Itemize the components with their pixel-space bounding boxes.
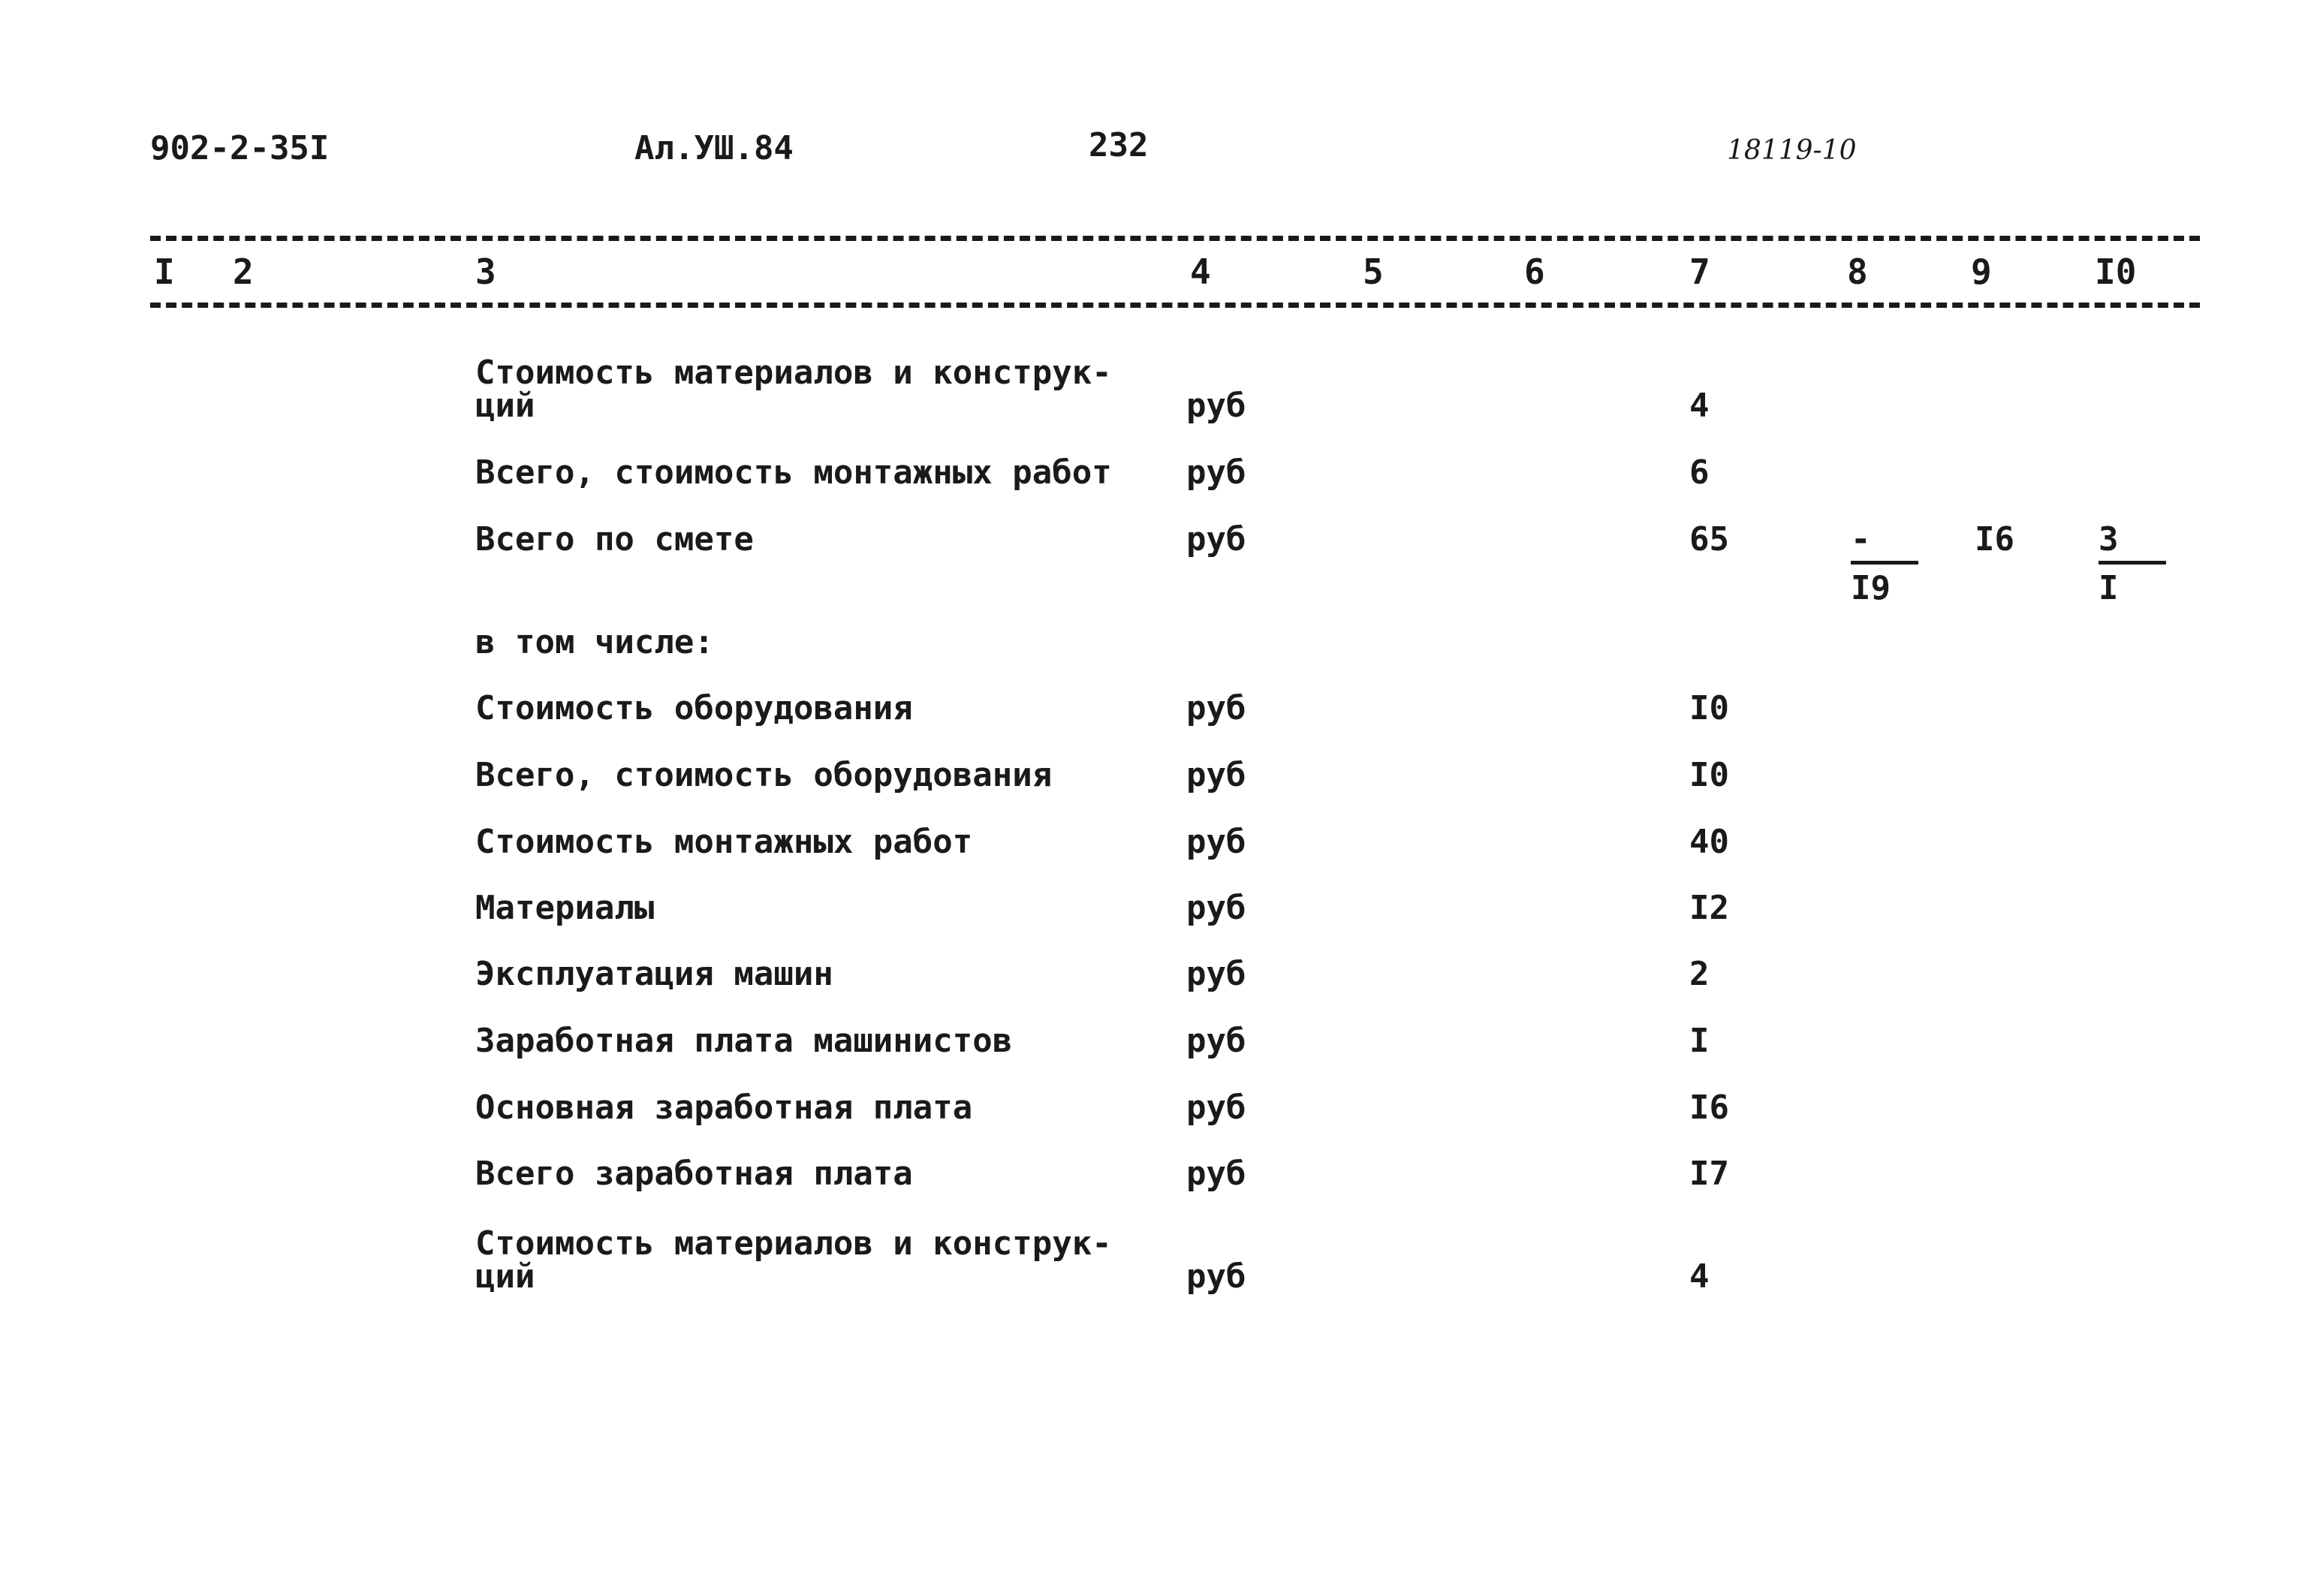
row-name: Основная заработная плата <box>475 1089 973 1127</box>
fraction-numerator: - <box>1851 520 1871 559</box>
fraction-denominator: I <box>2099 569 2119 607</box>
page-number: 232 <box>1089 126 1149 164</box>
row-name: Стоимость оборудования <box>475 689 913 727</box>
column-number: 8 <box>1847 251 1868 292</box>
row-value: I2 <box>1689 889 1729 927</box>
row-unit: руб <box>1186 387 1246 425</box>
section-label: в том числе: <box>475 623 714 661</box>
fraction-denominator: I9 <box>1851 569 1891 607</box>
column-number: 2 <box>233 251 254 292</box>
row-name: Стоимость материалов и конструк- ций <box>475 354 1112 425</box>
row-value: I6 <box>1975 520 2014 559</box>
row-value: 2 <box>1689 955 1710 993</box>
table-header-top-rule <box>150 236 2200 241</box>
row-name: Всего заработная плата <box>475 1155 913 1193</box>
row-value: I6 <box>1689 1089 1729 1127</box>
row-value: 65 <box>1689 520 1729 559</box>
fraction-bar <box>1851 561 1918 565</box>
row-value: I7 <box>1689 1155 1729 1193</box>
row-name: Материалы <box>475 889 655 927</box>
row-name: Всего, стоимость монтажных работ <box>475 453 1112 492</box>
row-unit: руб <box>1186 520 1246 559</box>
row-name: Всего по смете <box>475 520 754 559</box>
row-value: I <box>1689 1022 1710 1060</box>
column-number: 3 <box>475 251 496 292</box>
row-value: 40 <box>1689 823 1729 861</box>
row-unit: руб <box>1186 1089 1246 1127</box>
column-number: 9 <box>1971 251 1992 292</box>
row-name: Всего, стоимость оборудования <box>475 756 1053 794</box>
column-number: 7 <box>1689 251 1710 292</box>
row-unit: руб <box>1186 955 1246 993</box>
row-name: Стоимость монтажных работ <box>475 823 973 861</box>
album-number: Ал.УШ.84 <box>634 129 794 167</box>
column-10-fraction <box>2099 520 2166 607</box>
column-8-fraction <box>1851 520 1918 607</box>
row-unit: руб <box>1186 1022 1246 1060</box>
inventory-stamp: 18119-10 <box>1727 135 1857 166</box>
row-value: I0 <box>1689 756 1729 794</box>
row-unit: руб <box>1186 823 1246 861</box>
row-unit: руб <box>1186 889 1246 927</box>
table-header-bottom-rule <box>150 303 2200 308</box>
row-unit: руб <box>1186 756 1246 794</box>
column-number: I0 <box>2095 251 2137 292</box>
column-number: 5 <box>1363 251 1384 292</box>
row-unit: руб <box>1186 689 1246 727</box>
fraction-bar <box>2099 561 2166 565</box>
row-unit: руб <box>1186 453 1246 492</box>
document-number: 902-2-35I <box>150 129 330 167</box>
row-unit: руб <box>1186 1155 1246 1193</box>
row-name: Эксплуатация машин <box>475 955 833 993</box>
row-value: I0 <box>1689 689 1729 727</box>
fraction-numerator: 3 <box>2099 520 2119 559</box>
row-value: 6 <box>1689 453 1710 492</box>
row-unit: руб <box>1186 1257 1246 1296</box>
column-number: 6 <box>1524 251 1545 292</box>
column-number: I <box>154 251 175 292</box>
row-name: Стоимость материалов и конструк- ций <box>475 1224 1112 1296</box>
row-name: Заработная плата машинистов <box>475 1022 1013 1060</box>
row-value: 4 <box>1689 1257 1710 1296</box>
row-value: 4 <box>1689 387 1710 425</box>
column-number: 4 <box>1190 251 1211 292</box>
